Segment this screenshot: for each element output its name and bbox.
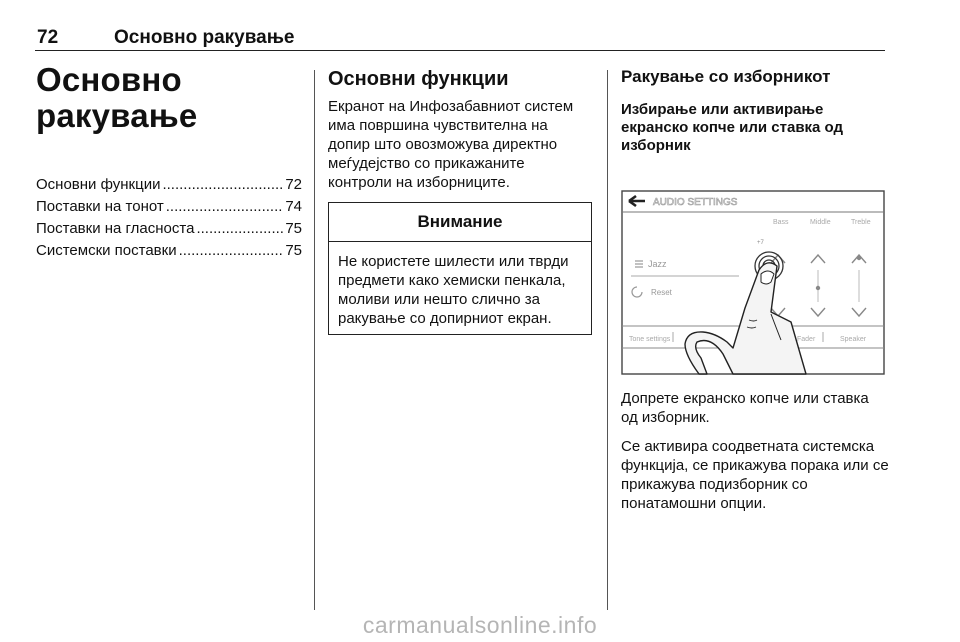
column-label: Treble bbox=[851, 219, 871, 226]
chapter-column bbox=[36, 62, 302, 262]
toc-label: Поставки на гласноста bbox=[36, 220, 195, 237]
watermark: carmanualsonline.info bbox=[362, 612, 598, 638]
toc-leader bbox=[162, 174, 283, 196]
subsection-title: Избирање или активирање екранско копче или ставка од изборник bbox=[621, 101, 844, 154]
header-rule bbox=[35, 50, 885, 51]
bottom-tab: Speaker bbox=[840, 336, 867, 343]
list-item: Reset bbox=[651, 288, 672, 297]
toc-page: 75 bbox=[285, 220, 302, 237]
menu-text-column bbox=[621, 389, 889, 523]
running-title: Основно ракување bbox=[114, 27, 295, 48]
toc-leader bbox=[166, 196, 284, 218]
page-number: 72 bbox=[37, 27, 59, 48]
column-divider-left bbox=[314, 70, 315, 610]
toc-leader bbox=[196, 218, 283, 240]
touchscreen-illustration bbox=[621, 190, 885, 375]
toc-label: Основни функции bbox=[36, 176, 161, 193]
chapter-title: Основно ракување bbox=[36, 61, 198, 134]
list-item: Jazz bbox=[648, 259, 667, 269]
notice-box bbox=[328, 202, 592, 335]
toc-item[interactable] bbox=[36, 174, 302, 196]
bottom-tab: Fader bbox=[797, 336, 816, 343]
basic-functions-column bbox=[328, 67, 592, 335]
paragraph: Се активира соодветната системска функција, се прикажува порака или се прикажува подизборник со понатамошни опции. bbox=[621, 438, 889, 512]
menu-operation-column bbox=[621, 67, 891, 155]
column-label: Middle bbox=[810, 219, 831, 226]
column-divider-right bbox=[607, 70, 608, 610]
toc-item[interactable] bbox=[36, 240, 302, 262]
table-of-contents bbox=[36, 174, 302, 262]
level-marker: +7 bbox=[757, 240, 764, 246]
intro-paragraph: Екранот на Инфозабавниот систем има површина чувствителна на допир што овозможува директно меѓудејство со прикажаните контроли на изборниците. bbox=[328, 98, 574, 191]
section-title: Основни функции bbox=[328, 68, 509, 90]
toc-label: Системски поставки bbox=[36, 242, 177, 259]
section-title: Ракување со изборникот bbox=[621, 67, 831, 86]
bottom-tab: Tone settings bbox=[629, 336, 671, 343]
toc-leader bbox=[179, 240, 284, 262]
notice-body: Не користете шилести или тврди предмети како хемиски пенкала, моливи или нешто слично за ракување со допирниот екран. bbox=[338, 253, 569, 327]
toc-item[interactable] bbox=[36, 196, 302, 218]
toc-item[interactable] bbox=[36, 218, 302, 240]
screen-title: AUDIO SETTINGS bbox=[653, 197, 738, 208]
paragraph: Допрете екранско копче или ставка од изборник. bbox=[621, 390, 869, 426]
toc-label: Поставки на тонот bbox=[36, 198, 164, 215]
toc-page: 74 bbox=[285, 198, 302, 215]
toc-page: 75 bbox=[285, 242, 302, 259]
notice-heading: Внимание bbox=[329, 203, 591, 242]
toc-page: 72 bbox=[285, 176, 302, 193]
column-label: Bass bbox=[773, 219, 789, 226]
